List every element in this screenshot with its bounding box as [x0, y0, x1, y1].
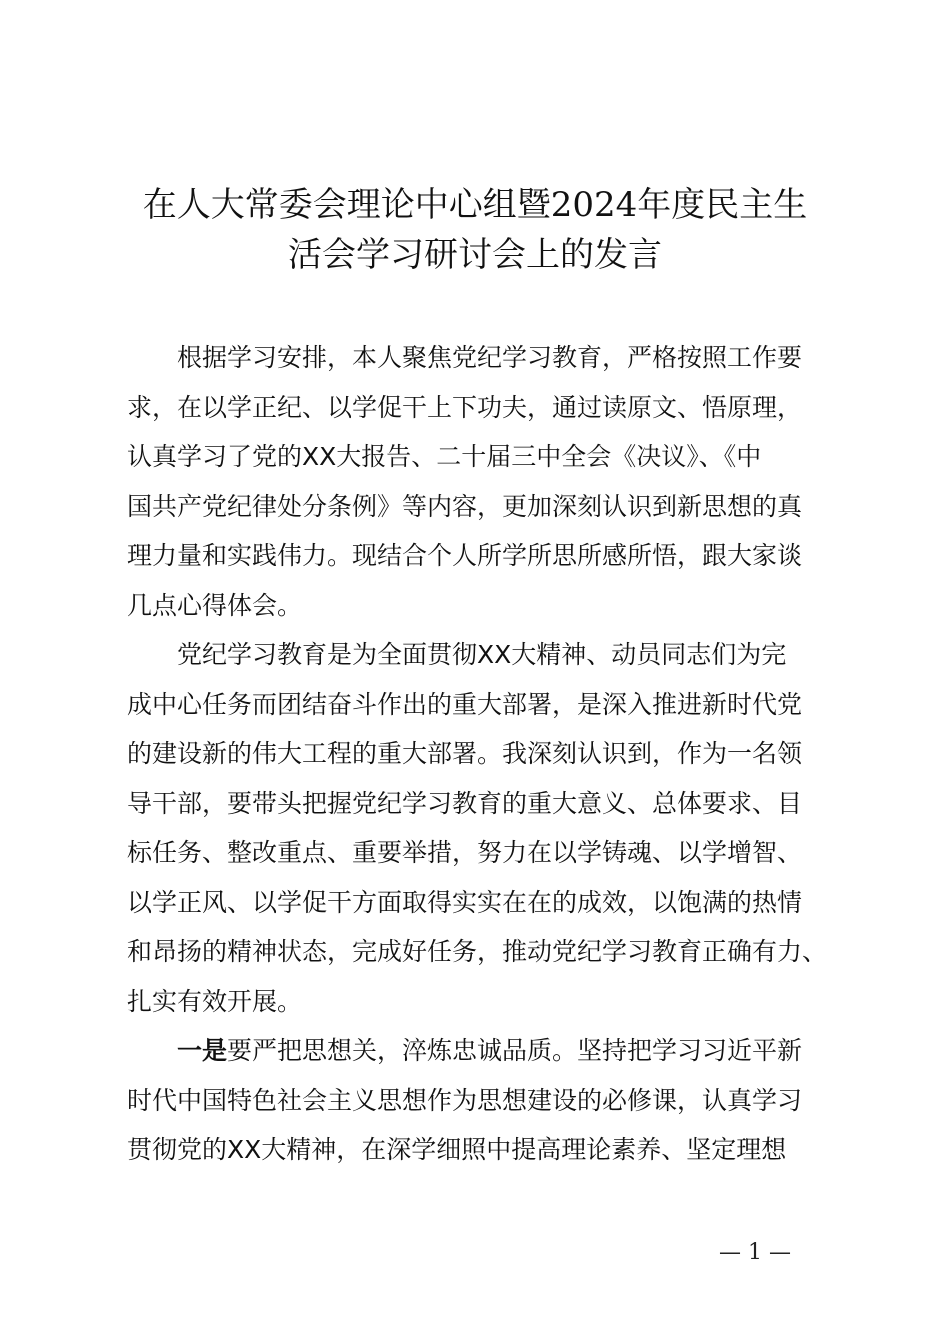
- paragraph-1: [127, 333, 832, 630]
- bold-lead: 一是: [177, 1036, 228, 1065]
- text-line: 成中心任务而团结奋斗作出的重大部署，是深入推进新时代党: [127, 689, 803, 719]
- text-line: 要严把思想关，淬炼忠诚品质。坚持把学习习近平新: [227, 1036, 803, 1065]
- text-line-with-lead: [127, 1026, 832, 1076]
- text-line: 的建设新的伟大工程的重大部署。我深刻认识到，作为一名领: [127, 739, 803, 768]
- text-line: 求，在以学正纪、以学促干上下功夫，通过读原文、悟原理，: [127, 392, 803, 422]
- text-line: 根据学习安排，本人聚焦党纪学习教育，严格按照工作要: [177, 343, 803, 372]
- text-line: 理力量和实践伟力。现结合个人所学所思所感所悟，跟大家谈: [127, 541, 803, 570]
- paragraph-3: [127, 1026, 832, 1175]
- page-number: — 1 —: [719, 1240, 791, 1265]
- text-line: 扎实有效开展。: [127, 986, 303, 1016]
- paragraph-2: [127, 630, 832, 1026]
- text-line: 认真学习了党的XX大报告、二十届三中全会《决议》、《中: [127, 442, 762, 471]
- text-line: 导干部，要带头把握党纪学习教育的重大意义、总体要求、目: [127, 788, 803, 818]
- text-line: 党纪学习教育是为全面贯彻XX大精神、动员同志们为完: [177, 640, 787, 669]
- title-line: 在人大常委会理论中心组暨2024年度民主生: [142, 185, 808, 225]
- text-line: 几点心得体会。: [127, 590, 303, 620]
- text-line: 贯彻党的XX大精神，在深学细照中提高理论素养、坚定理想: [127, 1135, 787, 1164]
- document-title: [100, 180, 850, 280]
- text-line: 和昂扬的精神状态，完成好任务，推动党纪学习教育正确有力、: [127, 937, 828, 966]
- text-line: 以学正风、以学促干方面取得实实在在的成效，以饱满的热情: [127, 887, 803, 917]
- text-line: 国共产党纪律处分条例》等内容，更加深刻认识到新思想的真: [127, 491, 803, 521]
- title-line: 活会学习研讨会上的发言: [288, 235, 662, 275]
- text-line: 时代中国特色社会主义思想作为思想建设的必修课，认真学习: [127, 1085, 803, 1115]
- document-body: [127, 333, 832, 1175]
- text-line: 标任务、整改重点、重要举措，努力在以学铸魂、以学增智、: [127, 838, 803, 867]
